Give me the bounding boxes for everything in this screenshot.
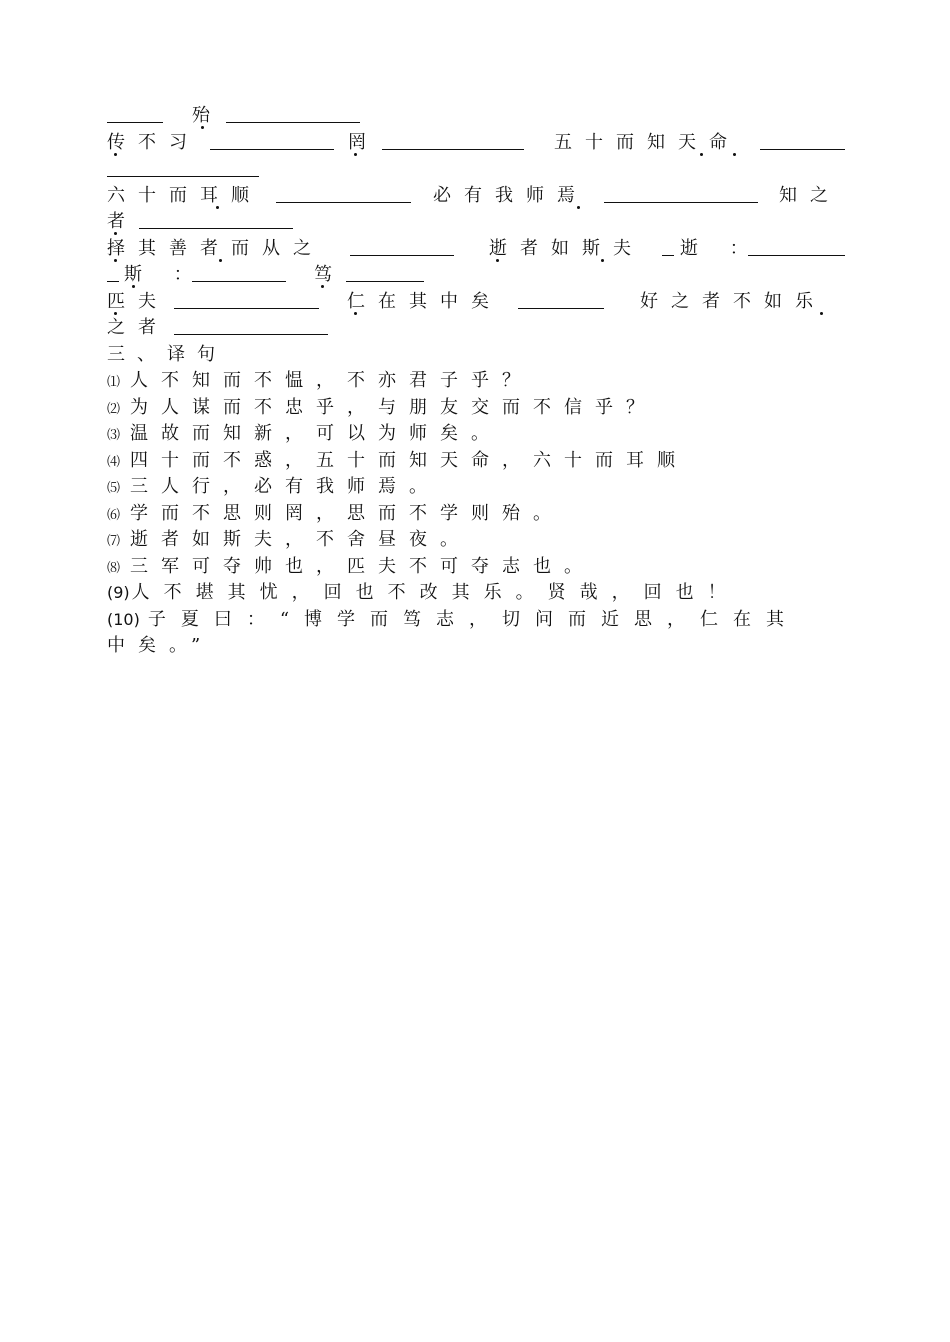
emphasis-dot	[114, 153, 117, 156]
term-bi-you-wo-shi-yan: 必有我师焉	[433, 185, 588, 206]
answer-blank[interactable]	[350, 255, 454, 256]
answer-blank[interactable]	[382, 149, 524, 150]
sentence-text: 人不堪其忧，回也不改其乐。贤哉，回也！	[131, 582, 740, 603]
sentence-number: (9)	[107, 583, 130, 602]
sentence-text: 中矣。”	[107, 635, 214, 656]
term-zhi-tian-ming: 五十而知天命	[554, 132, 740, 153]
sentence-row	[107, 502, 564, 528]
sentence-number: ⑶	[107, 428, 121, 443]
sentence-number: ⑺	[107, 534, 121, 549]
answer-blank[interactable]	[139, 228, 293, 229]
term-er-shun: 六十而耳顺	[107, 185, 262, 206]
sentence-text: 人不知而不愠，不亦君子乎？	[130, 370, 534, 391]
term-si: 斯 ：	[124, 264, 205, 285]
term-du: 笃	[314, 264, 345, 285]
emphasis-dot	[321, 285, 324, 288]
emphasis-dot	[354, 312, 357, 315]
answer-blank[interactable]	[107, 281, 119, 282]
sentence-number: ⑻	[107, 561, 121, 576]
answer-blank[interactable]	[192, 281, 286, 282]
emphasis-dot	[577, 206, 580, 209]
sentence-row	[107, 608, 799, 632]
sentence-text: 三人行，必有我师焉。	[130, 476, 441, 497]
sentence-number: ⑴	[107, 375, 121, 390]
emphasis-dot	[114, 259, 117, 262]
emphasis-dot	[201, 126, 204, 129]
term-zhi-zhe: 之者	[107, 317, 169, 338]
answer-blank[interactable]	[662, 255, 674, 256]
sentence-text: 逝者如斯夫，不舍昼夜。	[130, 529, 472, 550]
answer-blank[interactable]	[276, 202, 411, 203]
sentence-text: 学而不思则罔，思而不学则殆。	[130, 503, 565, 524]
sentence-number: (10)	[107, 610, 140, 629]
term-wang: 罔	[348, 132, 379, 153]
answer-blank[interactable]	[107, 122, 163, 123]
term-chuan-bu-xi: 传不习	[107, 132, 200, 153]
sentence-text: 三军可夺帅也，匹夫不可夺志也。	[130, 556, 596, 577]
sentence-number: ⑸	[107, 481, 121, 496]
answer-blank[interactable]	[174, 308, 319, 309]
emphasis-dot	[216, 206, 219, 209]
term-hao-zhi-zhe: 好之者不如乐	[640, 291, 826, 312]
sentence-row	[107, 528, 471, 554]
emphasis-dot	[700, 153, 703, 156]
answer-blank[interactable]	[760, 149, 845, 150]
sentence-number: ⑹	[107, 508, 121, 523]
sentence-row	[107, 449, 688, 475]
answer-blank[interactable]	[604, 202, 758, 203]
emphasis-dot	[114, 312, 117, 315]
emphasis-dot	[733, 153, 736, 156]
answer-blank[interactable]	[174, 334, 328, 335]
emphasis-dot	[496, 259, 499, 262]
term-pi-fu: 匹夫	[107, 291, 169, 312]
term-zhe: 者	[107, 211, 138, 232]
sentence-text: 温故而知新，可以为师矣。	[130, 423, 503, 444]
term-zhi-zhi: 知之	[779, 185, 841, 206]
sentence-row	[107, 555, 595, 581]
sentence-number: ⑵	[107, 402, 121, 417]
emphasis-dot	[601, 259, 604, 262]
answer-blank[interactable]	[346, 281, 424, 282]
term-ze-qi-shan: 择其善者而从之	[107, 238, 324, 259]
emphasis-dot	[354, 153, 357, 156]
sentence-row	[107, 475, 440, 501]
sentence-row	[107, 422, 502, 448]
answer-blank[interactable]	[518, 308, 604, 309]
sentence-text: 四十而不惑，五十而知天命，六十而耳顺	[130, 450, 689, 471]
sentence-number: ⑷	[107, 455, 121, 470]
answer-blank[interactable]	[107, 176, 259, 177]
sentence-row	[107, 581, 740, 605]
term-dai: 殆	[192, 105, 223, 126]
sentence-row	[107, 369, 533, 395]
emphasis-dot	[219, 259, 222, 262]
answer-blank[interactable]	[748, 255, 845, 256]
section-heading: 三、译句	[107, 344, 227, 365]
sentence-text: 为人谋而不忠乎，与朋友交而不信乎？	[130, 397, 658, 418]
sentence-text: 子夏曰：“博学而笃志，切问而近思，仁在其	[147, 609, 800, 630]
sentence-row	[107, 396, 657, 422]
term-shi: 逝 ：	[680, 238, 761, 259]
answer-blank[interactable]	[226, 122, 360, 123]
term-ren-zai-qi-zhong: 仁在其中矣	[347, 291, 502, 312]
term-shi-zhe-ru-si-fu: 逝者如斯夫	[489, 238, 644, 259]
emphasis-dot	[820, 312, 823, 315]
emphasis-dot	[132, 285, 135, 288]
answer-blank[interactable]	[210, 149, 334, 150]
emphasis-dot	[114, 232, 117, 235]
